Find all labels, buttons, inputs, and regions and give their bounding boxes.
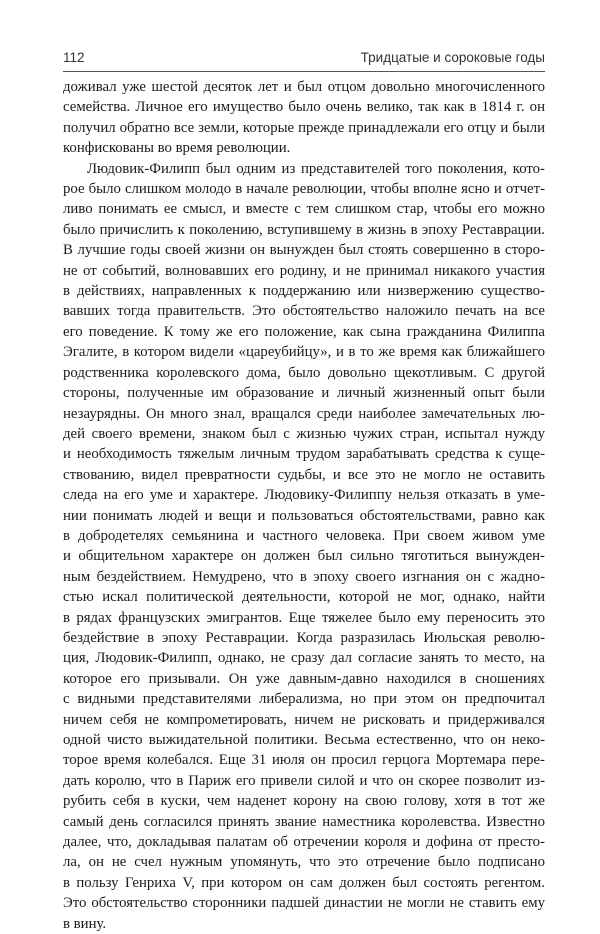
text-line: семейства. Личное его имущество было очень велико, так как в 1814 г. он	[63, 99, 545, 116]
running-title: Тридцатые и сороковые годы	[360, 50, 545, 65]
text-line: ливо понимать ее смысл, и вместе с тем слишком стар, чтобы его можно	[63, 201, 545, 218]
text-line: самый день согласился принять звание наместника королевства. Известно	[63, 813, 545, 830]
text-line: ция, Людовик-Филипп, однако, не сразу дал согласие занять то место, на	[63, 650, 545, 667]
text-line: Людовик-Филипп был одним из представителей того поколения, кото-	[87, 160, 545, 177]
text-line: его поведение. К тому же его положение, как сына гражданина Филиппа	[63, 323, 545, 340]
text-line: стью искал политической деятельности, которой не мог, однако, найти	[63, 589, 545, 606]
paragraph	[63, 159, 545, 934]
text-line: не от событий, волновавших его родину, и не принимал никакого участия	[63, 262, 545, 279]
text-line: в пользу Генриха V, при котором он сам должен был состоять регентом.	[63, 874, 545, 891]
text-line: получил обратно все земли, которые прежде принадлежали его отцу и были	[63, 119, 545, 136]
text-line: в вину.	[63, 915, 107, 932]
text-line: Эгалите, в котором видели «цареубийцу», и в то же время как ближайшего	[63, 344, 545, 361]
text-line: бездействие в эпоху Реставрации. Когда разразилась Июльская револю-	[63, 629, 545, 646]
text-line: родственника королевского дома, было довольно щекотливым. С другой	[63, 364, 545, 381]
header-divider	[63, 71, 545, 72]
text-line: торое время колебался. Еще 31 июля он просил герцога Мортемара пере-	[63, 752, 545, 769]
text-line: ла, он не счел нужным упомянуть, что это отречение было подписано	[63, 854, 545, 871]
text-line: в действиях, направленных к поддержанию или низвержению существо-	[63, 283, 545, 300]
text-line: и необходимость тяжелым личным трудом зарабатывать средства к суще-	[63, 446, 545, 463]
text-line: ствованию, видел превратности судьбы, и все это не могло не оставить	[63, 466, 545, 483]
text-line: ным бездействием. Немудрено, что в эпоху своего изгнания он с жадно-	[63, 568, 545, 585]
text-line: в добродетелях семьянина и частного человека. При своем живом уме	[63, 527, 545, 544]
text-line: было причислить к поколению, вступившему в жизнь в эпоху Реставрации.	[63, 221, 545, 238]
page-number: 112	[63, 50, 85, 65]
text-line: конфискованы во время революции.	[63, 140, 291, 157]
text-line: рое было слишком молодо в начале революции, чтобы вполне ясно и отчет-	[63, 181, 545, 198]
paragraph	[63, 77, 545, 159]
text-line: В лучшие годы своей жизни он вынужден был стоять совершенно в сторо-	[63, 242, 545, 259]
text-line: вавших тогда правительств. Это обстоятельство наложило печать на все	[63, 303, 545, 320]
text-line: и общительном характере он должен был сильно тяготиться вынужден-	[63, 548, 545, 565]
text-line: стороны, полученные им образование и личный жизненный опыт были	[63, 385, 545, 402]
text-line: нии понимать людей и вещи и пользоваться обстоятельствами, равно как	[63, 507, 545, 524]
text-line: ничем себя не компрометировать, ничем не рисковать и придерживался	[63, 711, 545, 728]
text-line: одной чисто выжидательной политики. Весьма естественно, что он неко-	[63, 732, 545, 748]
text-line: дей своего времени, знаком был с жизнью чужих стран, испытал нужду	[63, 425, 545, 442]
body-text	[63, 77, 545, 934]
text-line: далее, что, докладывая палатам об отречении короля и дофина от престо-	[63, 834, 545, 851]
text-line: с видными представителями либерализма, но при этом он предпочитал	[63, 691, 545, 708]
text-line: Это обстоятельство сторонники падшей династии не могли не ставить ему	[63, 895, 545, 912]
text-line: в рядах французских эмигрантов. Еще тяжелее было ему переносить это	[63, 609, 545, 626]
text-line: дать королю, что в Париж его привели силой и что он скорее позволит из-	[63, 772, 545, 789]
text-line: доживал уже шестой десяток лет и был отцом довольно многочисленного	[63, 79, 545, 95]
text-line: следа на его уме и характере. Людовику-Филиппу нельзя отказать в уме-	[63, 487, 545, 504]
text-line: которое его призывали. Он уже давным-давно находился в сношениях	[63, 670, 545, 687]
text-line: рубить себя в куски, чем наденет корону на свою голову, хотя в тот же	[63, 793, 545, 810]
page-header	[63, 48, 545, 70]
text-line: незаурядны. Он много знал, вращался среди наиболее замечательных лю-	[63, 405, 545, 422]
